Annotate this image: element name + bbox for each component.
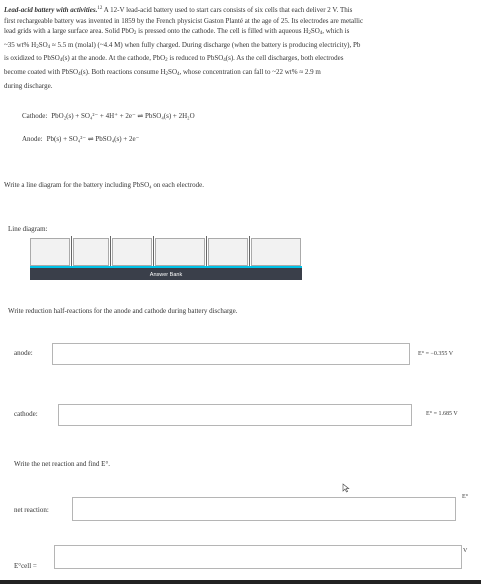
cathode-reaction-equation: PbO₂(s) + SO₄²⁻ + 4H⁺ + 2e⁻ ⇌ PbSO₄(s) + 2H₂O [51,112,195,120]
problem-text-1: A 12-V lead-acid battery used to start cars consists of six cells that each deliver 2 V. This [102,6,353,14]
diagram-slot-4[interactable] [155,238,205,266]
problem-line-1 [4,4,476,16]
anode-reaction [22,135,139,143]
bottom-edge [0,580,481,584]
anode-potential: E° = −0.355 V [418,351,454,357]
cathode-reaction-label: Cathode: [22,112,48,120]
phase-boundary [153,236,154,266]
anode-field-label: anode: [14,349,33,357]
phase-boundary [206,236,207,266]
net-reaction-label: net reaction: [14,506,49,514]
problem-line-2: first rechargeable battery was invented in 1859 by the French physicist Gaston Planté at the age of 25. Its electrodes are metallic [4,16,364,25]
problem-ref: 12 [97,6,103,11]
phase-boundary [71,236,72,266]
diagram-slot-6[interactable] [251,238,301,266]
ecell-unit: V [463,548,468,554]
half-reactions-prompt: Write reduction half-reactions for the anode and cathode during battery discharge. [8,307,238,315]
problem-line-6: become coated with PbSO$_4$(s). Both reactions consume $H_2SO_4$, whose concentration can fall to ~22 wt% ≈ 2.9 m [4,67,321,77]
net-reaction-input[interactable] [72,497,456,521]
problem-line-7: during discharge. [4,81,53,90]
problem-line-5: is oxidized to PbSO$_4$(s) at the anode. At the cathode, PbO$_2$ is reduced to PbSO$_4$(s). As the cell discharges, both electrodes [4,54,344,64]
line-diagram-label: Line diagram: [8,225,48,233]
phase-boundary [249,236,250,266]
diagram-slot-5[interactable] [208,238,248,266]
mouse-pointer-icon [342,483,350,493]
anode-reaction-equation: Pb(s) + SO₄²⁻ ⇌ PbSO₄(s) + 2e⁻ [46,135,140,143]
ecell-label: E°cell = [14,562,37,570]
problem-line-4: ~35 wt% $H_2SO_4 \approx 5.5$ m (molal) (~4.4 M) when fully charged. During discharge (when the battery is producing electricity), Pb [4,40,361,50]
line-diagram-area [30,236,302,280]
diagram-slot-1[interactable] [30,238,70,266]
problem-line-3: lead grids with a large surface area. Solid PbO$_2$ is pressed onto the cathode. The cell is filled with aqueous $H_2SO_4$, which is [4,27,350,37]
cathode-potential: E° = 1.685 V [426,411,458,417]
cathode-field-label: cathode: [14,410,38,418]
net-potential-label: E° [462,494,469,500]
phase-boundary [110,236,111,266]
cathode-input[interactable] [58,404,412,426]
net-reaction-prompt: Write the net reaction and find E°. [14,460,111,468]
diagram-slot-2[interactable] [73,238,109,266]
anode-input[interactable] [52,343,410,365]
answer-bank[interactable]: Answer Bank [30,266,302,280]
line-diagram-prompt: Write a line diagram for the battery including PbSO₄ on each electrode. [4,181,205,189]
cathode-reaction [22,112,195,120]
anode-reaction-label: Anode: [22,135,43,143]
problem-title: Lead-acid battery with activities. [4,6,98,14]
line-diagram-slots [30,236,302,266]
ecell-input[interactable] [54,545,462,569]
diagram-slot-3[interactable] [112,238,152,266]
problem-statement [4,4,476,91]
